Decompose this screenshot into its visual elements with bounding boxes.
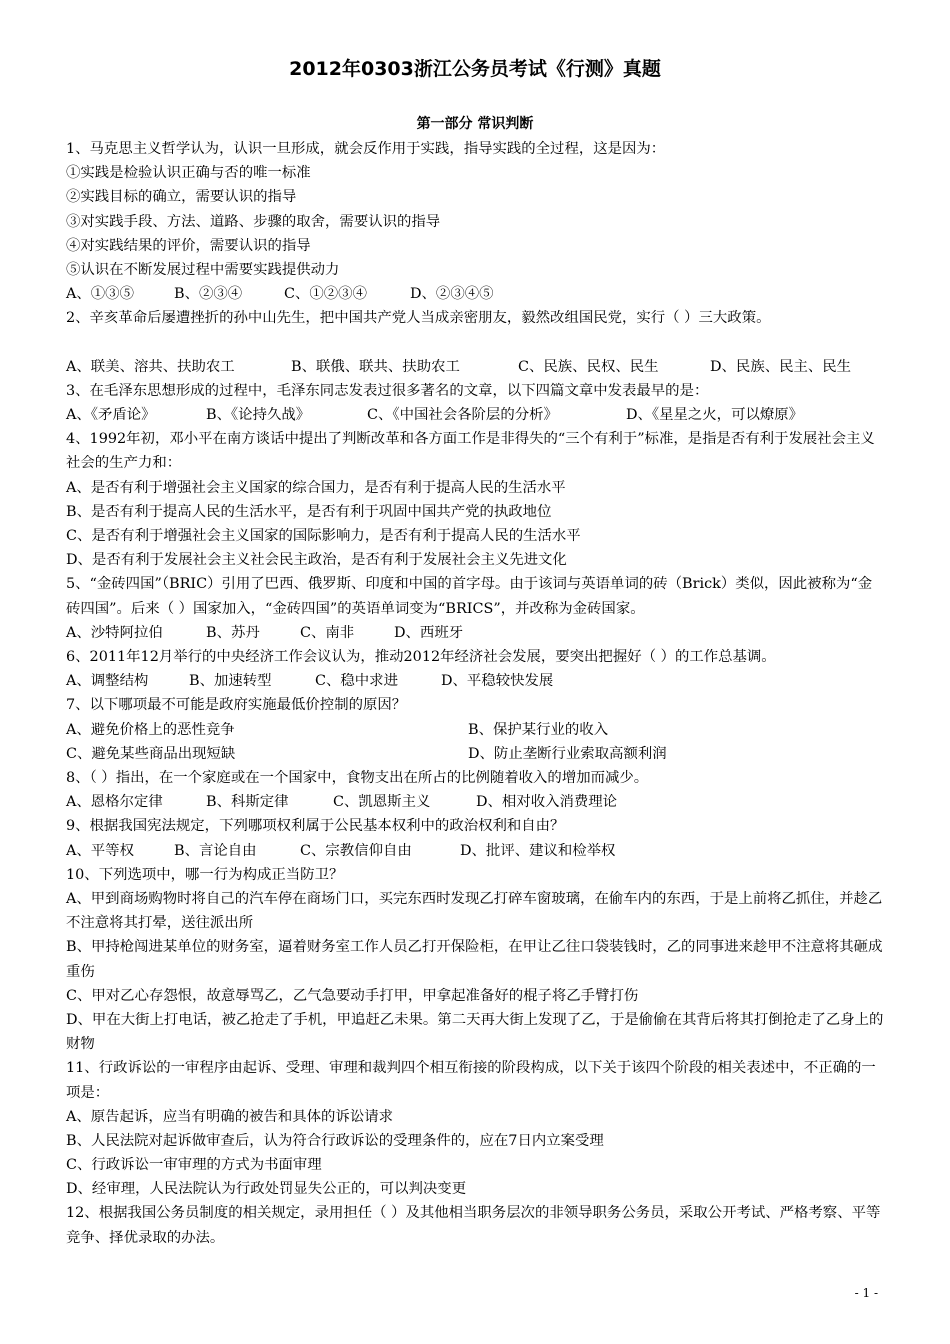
question-10-option-a: A、甲到商场购物时将自己的汽车停在商场门口，买完东西时发现乙打碎车窗玻璃，在偷车内的东西，于是上前将乙抓住，并趁乙不注意将其打晕，送往派出所 [66, 890, 883, 932]
question-8-stem: 8、（ ）指出，在一个家庭或在一个国家中，食物支出在所占的比例随着收入的增加而减少。 [66, 769, 649, 786]
question-8-options [66, 790, 886, 814]
option-c: C、民族、民权、民生 [518, 358, 659, 375]
option-d: D、防止垄断行业索取高额利润 [468, 745, 667, 762]
question-6-options [66, 669, 886, 693]
option-d: D、西班牙 [394, 624, 464, 641]
question-1-item: ④对实践结果的评价，需要认识的指导 [66, 237, 311, 254]
option-c: C、①②③④ [284, 286, 367, 303]
option-c: C、稳中求进 [315, 673, 398, 690]
option-b: B、言论自由 [174, 842, 257, 859]
option-c: C、《中国社会各阶层的分析》 [367, 407, 558, 424]
question-2-stem: 2、辛亥革命后屡遭挫折的孙中山先生，把中国共产党人当成亲密朋友，毅然改组国民党，实行（ ）三大政策。 [66, 310, 771, 327]
option-a: A、调整结构 [66, 673, 149, 690]
option-b: B、②③④ [174, 286, 243, 303]
option-a: A、①③⑤ [66, 286, 134, 303]
question-5-stem: 5、“金砖四国”（BRIC）引用了巴西、俄罗斯、印度和中国的首字母。由于该词与英语单词的砖（Brick）类似，因此被称为“金砖四国”。后来（ ）国家加入，“金砖四国”的英语单词变为“BRICS”，并改称为金砖国家。 [66, 576, 873, 617]
question-11-option-d: D、经审理，人民法院认为行政处罚显失公正的，可以判决变更 [66, 1181, 467, 1198]
question-11-stem: 11、行政诉讼的一审程序由起诉、受理、审理和裁判四个相互衔接的阶段构成，以下关于该四个阶段的相关表述中，不正确的一项是： [66, 1060, 876, 1101]
page-title: 2012年0303浙江公务员考试《行测》真题 [289, 58, 661, 80]
option-b: B、科斯定律 [206, 794, 289, 811]
option-a: A、恩格尔定律 [66, 794, 163, 811]
question-3-options [66, 403, 886, 427]
question-11-option-c: C、行政诉讼一审审理的方式为书面审理 [66, 1157, 322, 1174]
question-4-option-a: A、是否有利于增强社会主义国家的综合国力，是否有利于提高人民的生活水平 [66, 479, 566, 496]
question-7-options-row-2 [66, 742, 886, 766]
question-10-option-d: D、甲在大街上打电话，被乙抢走了手机，甲追赶乙未果。第二天再大街上发现了乙，于是偷偷在其背后将其打倒抢走了乙身上的财物 [66, 1011, 884, 1053]
option-b: B、加速转型 [189, 673, 272, 690]
option-b: B、苏丹 [206, 624, 260, 641]
option-c: C、宗教信仰自由 [300, 842, 412, 859]
question-4-stem: 4、1992年初，邓小平在南方谈话中提出了判断改革和各方面工作是非得失的“三个有利于”标准，是指是否有利于发展社会主义社会的生产力和： [66, 431, 875, 472]
question-1-stem: 1、马克思主义哲学认为，认识一旦形成，就会反作用于实践，指导实践的全过程，这是因为： [66, 141, 666, 157]
option-b: B、保护某行业的收入 [468, 721, 609, 738]
option-b: B、《论持久战》 [206, 407, 311, 424]
option-a: A、沙特阿拉伯 [66, 624, 163, 641]
question-4-option-d: D、是否有利于发展社会主义社会民主政治，是否有利于发展社会主义先进文化 [66, 552, 567, 569]
question-1-item: ②实践目标的确立，需要认识的指导 [66, 189, 297, 206]
question-9-options [66, 839, 886, 863]
page-number: - 1 - [854, 1286, 878, 1300]
question-11-option-a: A、原告起诉，应当有明确的被告和具体的诉讼请求 [66, 1108, 393, 1125]
question-9-stem: 9、根据我国宪法规定，下列哪项权利属于公民基本权利中的政治权利和自由？ [66, 818, 565, 835]
option-d: D、民族、民主、民生 [710, 358, 852, 375]
section-heading: 第一部分 常识判断 [416, 116, 534, 132]
option-d: D、批评、建议和检举权 [460, 842, 616, 859]
question-2-options [66, 355, 886, 379]
question-1-item: ③对实践手段、方法、道路、步骤的取舍，需要认识的指导 [66, 213, 441, 230]
question-11-option-b: B、人民法院对起诉做审查后，认为符合行政诉讼的受理条件的，应在7日内立案受理 [66, 1132, 604, 1149]
question-1-item: ⑤认识在不断发展过程中需要实践提供动力 [66, 261, 340, 278]
option-d: D、相对收入消费理论 [476, 794, 618, 811]
question-7-options-row-1 [66, 718, 886, 742]
question-5-options [66, 621, 886, 645]
question-7-stem: 7、以下哪项最不可能是政府实施最低价控制的原因？ [66, 697, 407, 714]
option-d: D、平稳较快发展 [441, 673, 554, 690]
question-10-option-c: C、甲对乙心存怨恨，故意辱骂乙，乙气急要动手打甲，甲拿起准备好的棍子将乙手臂打伤 [66, 987, 639, 1004]
question-12-stem: 12、根据我国公务员制度的相关规定，录用担任（ ）及其他相当职务层次的非领导职务公务员，采取公开考试、严格考察、平等竞争、择优录取的办法。 [66, 1205, 881, 1246]
question-6-stem: 6、2011年12月举行的中央经济工作会议认为，推动2012年经济社会发展，要突出把握好（ ）的工作总基调。 [66, 649, 776, 665]
option-c: C、南非 [300, 624, 355, 641]
option-a: A、《矛盾论》 [66, 407, 156, 424]
question-3-stem: 3、在毛泽东思想形成的过程中，毛泽东同志发表过很多著名的文章，以下四篇文章中发表最早的是： [66, 382, 709, 399]
option-c: C、避免某些商品出现短缺 [66, 745, 236, 762]
option-d: D、②③④⑤ [410, 286, 494, 303]
document-body [66, 137, 886, 1250]
question-4-option-c: C、是否有利于增强社会主义国家的国际影响力，是否有利于提高人民的生活水平 [66, 528, 581, 545]
option-a: A、平等权 [66, 842, 134, 859]
question-4-option-b: B、是否有利于提高人民的生活水平，是否有利于巩固中国共产党的执政地位 [66, 503, 552, 520]
option-b: B、联俄、联共、扶助农工 [291, 358, 460, 375]
question-10-option-b: B、甲持枪闯进某单位的财务室，逼着财务室工作人员乙打开保险柜，在甲让乙往口袋装钱时，乙的同事进来趁甲不注意将其砸成重伤 [66, 939, 883, 980]
question-10-stem: 10、下列选项中，哪一行为构成正当防卫？ [66, 866, 344, 883]
question-1-options [66, 282, 886, 306]
question-1-item: ①实践是检验认识正确与否的唯一标准 [66, 165, 311, 182]
option-c: C、凯恩斯主义 [333, 794, 431, 811]
option-d: D、《星星之火，可以燎原》 [626, 407, 804, 424]
option-a: A、避免价格上的恶性竞争 [66, 721, 235, 738]
option-a: A、联美、溶共、扶助农工 [66, 358, 235, 375]
